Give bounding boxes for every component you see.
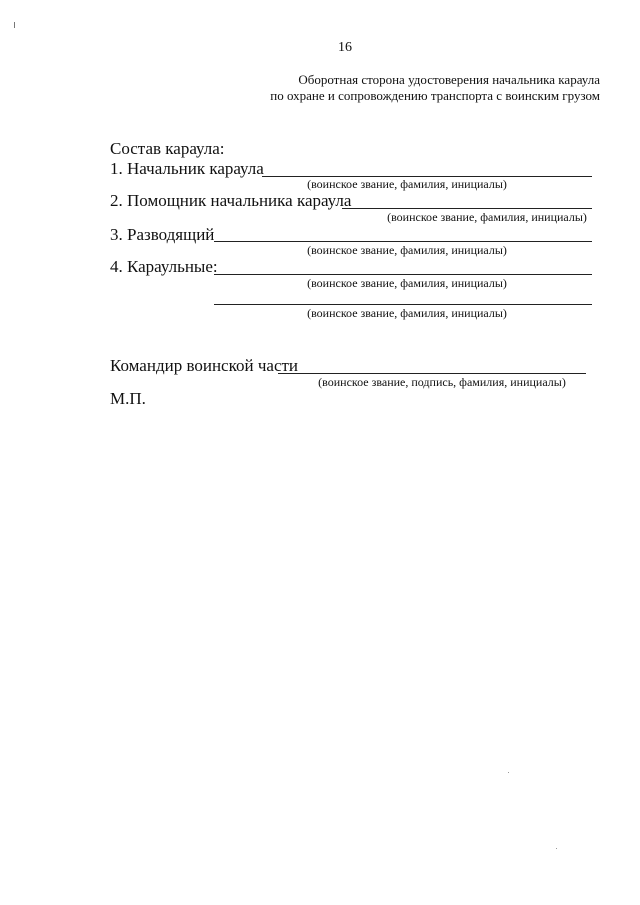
assistant-label: 2. Помощник начальника караула bbox=[110, 191, 352, 210]
caption-line-2: по охране и сопровождению транспорта с воинским грузом bbox=[270, 88, 600, 103]
page-number: 16 bbox=[338, 40, 352, 55]
caption-line-1: Оборотная сторона удостоверения начальника караула bbox=[298, 72, 600, 87]
sentry1-hint: (воинское звание, фамилия, инициалы) bbox=[307, 276, 507, 290]
sentry1-fill-line[interactable] bbox=[214, 274, 592, 275]
sentry2-fill-line[interactable] bbox=[214, 304, 592, 305]
corporal-label: 3. Разводящий bbox=[110, 225, 215, 244]
scan-speck bbox=[508, 772, 509, 773]
assistant-fill-line[interactable] bbox=[342, 208, 592, 209]
corporal-hint: (воинское звание, фамилия, инициалы) bbox=[307, 243, 507, 257]
commander-hint: (воинское звание, подпись, фамилия, инициалы) bbox=[318, 375, 566, 389]
document-caption bbox=[270, 72, 600, 104]
stamp-label: М.П. bbox=[110, 389, 146, 408]
chief-label: 1. Начальник караула bbox=[110, 159, 264, 178]
assistant-hint: (воинское звание, фамилия, инициалы) bbox=[387, 210, 587, 224]
corporal-fill-line[interactable] bbox=[214, 241, 592, 242]
scan-speck bbox=[556, 848, 557, 849]
commander-label: Командир воинской части bbox=[110, 356, 299, 375]
chief-hint: (воинское звание, фамилия, инициалы) bbox=[307, 177, 507, 191]
commander-fill-line[interactable] bbox=[278, 373, 586, 374]
margin-mark bbox=[14, 22, 15, 28]
sentry2-hint: (воинское звание, фамилия, инициалы) bbox=[307, 306, 507, 320]
sentries-label: 4. Караульные: bbox=[110, 257, 218, 276]
guard-heading: Состав караула: bbox=[110, 139, 225, 158]
